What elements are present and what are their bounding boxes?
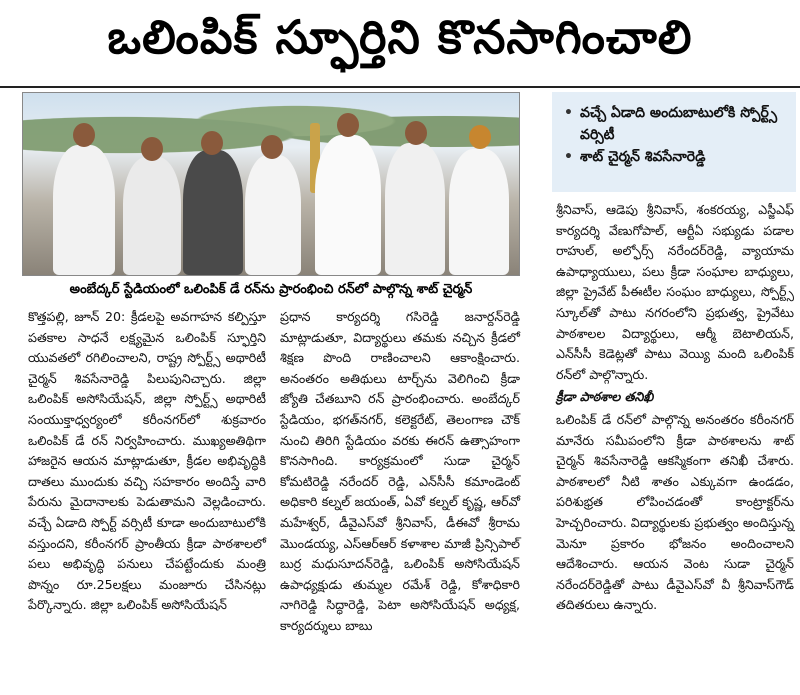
article-column-1 xyxy=(28,307,266,616)
bullet-icon: • xyxy=(564,105,573,121)
photo-runner-head xyxy=(73,123,95,147)
photo-runner xyxy=(449,149,509,275)
photo-runner xyxy=(53,145,115,275)
photo-runner-head xyxy=(201,131,223,155)
section-subhead: క్రీడా పాఠశాల తనిఖీ xyxy=(556,389,654,405)
photo-caption: అంబేద్కర్ స్టేడియంలో ఒలింపిక్ డే రన్‌ను ప్రారంభించి రన్‌లో పాల్గొన్న శాట్ చైర్మన్ xyxy=(69,282,473,297)
article-paragraph: ప్రధాన కార్యదర్శి గసిరెడ్డి జనార్దన్‌రెడ్డి మాట్లాడుతూ, విద్యార్థులు తమకు నచ్చిన క్రీడలో శిక్షణ పొంది రాణించాలని ఆకాంక్షించారు. అనంతరం అతిథులు టార్చ్‌ను వెలిగించి క్రీడా జ్యోతి చేతబూని రన్ ప్రారంభించారు. అంబేద్కర్ స్టేడియం, భగత్‌నగర్, కలెక్టరేట్, తెలంగాణ చౌక్ నుంచి తిరిగి స్టేడియం వరకు ఈరన్ ఉత్సాహంగా కొనసాగింది. కార్యక్రమంలో సుడా చైర్మన్ కోమటిరెడ్డి నరేందర్ రెడ్డి, ఎన్‌సీసీ కమాండెంట్ అధికారి కల్నల్ జయంత్, ఏవో కల్నల్ కృష్ణ, ఆర్‌వో మహేశ్వర్, డీవైఎస్‌వో శ్రీనివాస్, డీఈవో శ్రీరామ మొండయ్య, ఎస్‌ఆర్‌ఆర్ కళాశాల మాజీ ప్రిన్సిపాల్ బుర్ర మధుసూదన్‌రెడ్డి, ఒలింపిక్ అసోసియేషన్ ఉపాధ్యక్షుడు తుమ్మల రమేశ్ రెడ్డి, కోశాధికారి నాగిరెడ్డి సిద్ధారెడ్డి, పెటా అసోసియేషన్ అధ్యక్ష, కార్యదర్శులు బాబు xyxy=(280,309,520,633)
photo-runner xyxy=(315,135,381,275)
photo-runner-head xyxy=(469,125,491,149)
photo-runner xyxy=(245,155,301,275)
photo-runner-head xyxy=(261,135,283,159)
article-paragraph: ఒలింపిక్ డే రన్‌లో పాల్గొన్న అనంతరం కరీంనగర్ మానేరు సమీపంలోని క్రీడా పాఠశాలను శాట్ చైర్మన్ శివసేనారెడ్డి ఆకస్మికంగా తనిఖీ చేశారు. పాఠశాలలో నీటి శాతం ఎక్కువగా ఉండడం, పరిశుభ్రత లోపించడంతో కాంట్రాక్టర్‌ను హెచ్చరించారు. విద్యార్థులకు ప్రభుత్వం అందిస్తున్న మెనూ ప్రకారం భోజనం అందించాలని ఆదేశించారు. ఆయన వెంట సుడా చైర్మన్ నరేందర్‌రెడ్డితో పాటు డీవైఎస్‌వో వీ శ్రీనివాస్‌గౌడ్ తదితరులు ఉన్నారు. xyxy=(556,411,794,613)
photo-runner-head xyxy=(141,137,163,161)
highlight-item xyxy=(562,146,786,168)
photo-runner-head xyxy=(337,113,359,137)
photo-runner xyxy=(123,157,181,275)
highlight-text: శాట్ చైర్మన్ శివసేనారెడ్డి xyxy=(580,149,706,165)
headline: ఒలింపిక్ స్ఫూర్తిని కొనసాగించాలి xyxy=(0,0,800,88)
highlight-text: వచ్చే ఏడాది అందుబాటులోకి స్పోర్ట్స్ వర్సిటీ xyxy=(580,105,778,143)
article-paragraph: శ్రీనివాస్, ఆడెపు శ్రీనివాస్, శంకరయ్య, ఎస్జీఎఫ్ కార్యదర్శి వేణుగోపాల్, ఆర్టీఏ సభ్యుడు పడాల రాహుల్, అల్ఫోర్స్ నరేందర్‌రెడ్డి, వ్యాయామ ఉపాధ్యాయులు, పలు క్రీడా సంఘాల బాధ్యులు, జిల్లా ప్రైవేట్ పీఈటీల సంఘం బాధ్యులు, స్పోర్ట్స్ స్కూల్‌తో పాటు నగరంలోని ప్రభుత్వ, ప్రైవేటు పాఠశాలల విద్యార్థులు, ఆర్మీ బెటాలియన్, ఎన్‌సీసీ కెడెట్లతో పాటు వెయ్యి మంది ఒలింపిక్ రన్‌లో పాల్గొన్నారు. xyxy=(556,202,794,382)
article-paragraph: కొత్తపల్లి, జూన్ 20: క్రీడలపై అవగాహన కల్పిస్తూ పతకాల సాధనే లక్ష్యమైన ఒలింపిక్ స్ఫూర్తిని యువతలో రగిలించాలని, రాష్ట్ర స్పోర్ట్స్ అథారిటీ చైర్మన్ శివసేనారెడ్డి పిలుపునిచ్చారు. జిల్లా ఒలింపిక్ అసోసియేషన్, జిల్లా స్పోర్ట్స్ అథారిటీ సంయుక్తాధ్వర్యంలో కరీంనగర్‌లో శుక్రవారం ఒలింపిక్ డే రన్ నిర్వహించారు. ముఖ్యఅతిథిగా హాజరైన ఆయన మాట్లాడుతూ, క్రీడల అభివృద్ధికి దాతలు ముందుకు వచ్చి సహకారం అందిస్తే వారి పేరును మైదానాలకు పెడుతామని వెల్లడించారు. వచ్చే ఏడాది స్పోర్ట్ వర్సిటీ కూడా అందుబాటులోకి వస్తుందని, కరీంనగర్ ప్రాంతీయ క్రీడా పాఠశాలలో పలు అభివృద్ధి పనులు చేపట్టేందుకు మంత్రి పొన్నం రూ.25లక్షలు మంజూరు చేసినట్లు పేర్కొన్నారు. జిల్లా ఒలింపిక్ అసోసియేషన్ xyxy=(28,309,266,613)
photo-runner xyxy=(183,150,243,275)
highlights-box xyxy=(552,92,796,192)
photo-runner-head xyxy=(405,121,427,145)
news-photo xyxy=(22,92,520,276)
highlight-item xyxy=(562,102,786,146)
article-column-2 xyxy=(280,307,520,637)
bullet-icon: • xyxy=(564,149,573,165)
article-column-3 xyxy=(556,200,794,616)
photo-runner xyxy=(385,143,445,275)
